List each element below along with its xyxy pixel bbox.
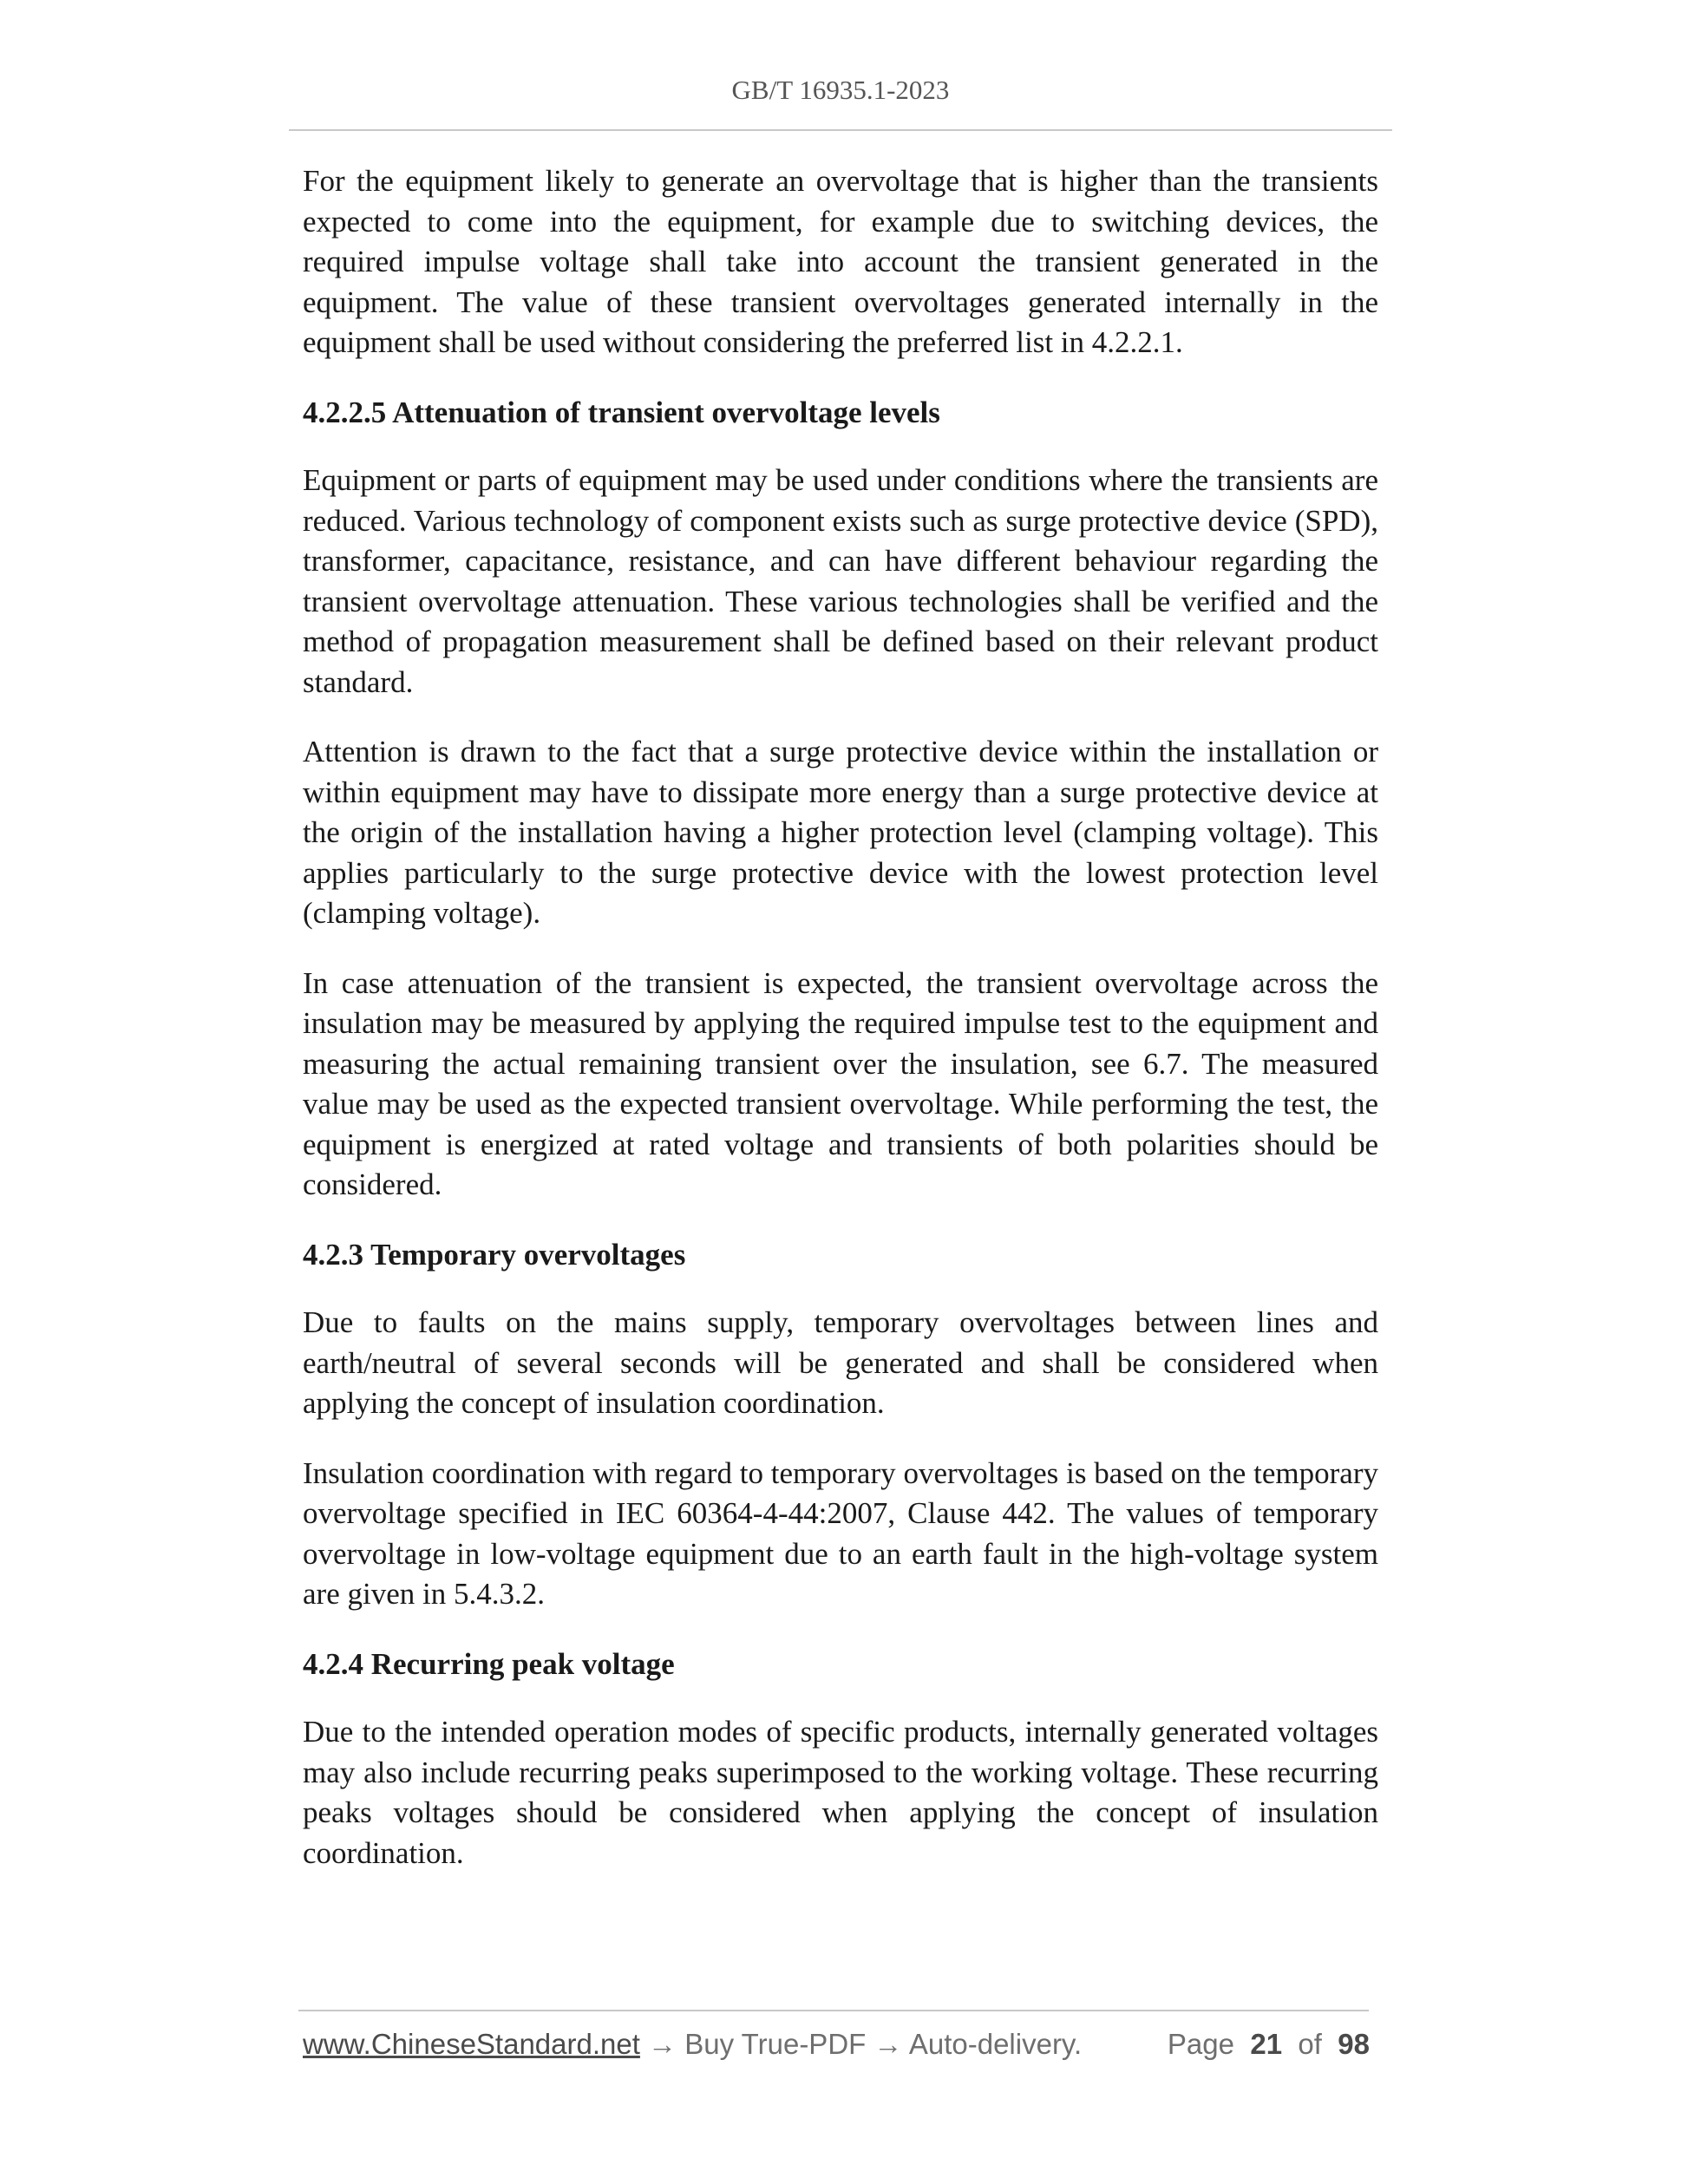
footer-divider (298, 2010, 1369, 2011)
paragraph-attenuation-technologies: Equipment or parts of equipment may be used under conditions where the transients are reduced. Various technology of component exists such as surge protective device (SPD), transformer, capacitance, resistance, and can have different behaviour regarding the transient overvoltage attenuation. These various technologies shall be verified and the method of propagation measurement shall be defined based on their relevant product standard. (303, 463, 1378, 699)
paragraph-temporary-overvoltage-faults: Due to faults on the mains supply, temporary overvoltages between lines and earth/neutral of several seconds will be generated and shall be considered when applying the concept of insulation coordination. (303, 1305, 1378, 1420)
total-pages-number: 98 (1338, 2028, 1370, 2060)
paragraph-attenuation-measurement: In case attenuation of the transient is expected, the transient overvoltage across the insulation may be measured by applying the required impulse test to the equipment and measuring the actual remaining transient over the insulation, see 6.7. The measured value may be used as the expected transient overvoltage. While performing the test, the equipment is energized at rated voltage and transients of both polarities should be considered. (303, 965, 1378, 1201)
section-heading-4-2-3: 4.2.3 Temporary overvoltages (303, 1237, 686, 1272)
footer-promo (303, 2028, 1082, 2061)
current-page-number: 21 (1250, 2028, 1283, 2060)
paragraph-internal-transients: For the equipment likely to generate an overvoltage that is higher than the transients expected to come into the equipment, for example due to switching devices, the required impulse voltage shall take into account the transient generated in the equipment. The value of these transient overvoltages generated internally in the equipment shall be used without considering the preferred list in 4.2.2.1. (303, 164, 1378, 359)
section-heading-4-2-2-5: 4.2.2.5 Attenuation of transient overvoltage levels (303, 395, 940, 429)
auto-delivery-text: Auto-delivery. (908, 2028, 1083, 2060)
page-counter (1168, 2028, 1370, 2061)
website-link[interactable]: www.ChineseStandard.net (303, 2028, 640, 2060)
header-divider (289, 129, 1392, 131)
arrow-right-icon: → (866, 2028, 909, 2060)
page-label: Page (1167, 2028, 1234, 2060)
of-label: of (1298, 2028, 1322, 2060)
page-footer (303, 2028, 1370, 2066)
page-header: GB/T 16935.1-2023 (731, 75, 950, 105)
arrow-right-icon: → (639, 2028, 685, 2060)
paragraph-temporary-overvoltage-coordination: Insulation coordination with regard to temporary overvoltages is based on the temporary overvoltage specified in IEC 60364-4-44:2007, Clause 442. The values of temporary overvoltage in low-voltage equipment due to an earth fault in the high-voltage system are given in 5.4.3.2. (303, 1455, 1378, 1611)
paragraph-surge-protective-device: Attention is drawn to the fact that a surge protective device within the installation or within equipment may have to dissipate more energy than a surge protective device at the origin of the installation having a higher protection level (clamping voltage). This applies particularly to the surge protective device with the lowest protection level (clamping voltage). (303, 735, 1378, 930)
buy-pdf-text: Buy True-PDF (684, 2028, 867, 2060)
section-heading-4-2-4: 4.2.4 Recurring peak voltage (303, 1646, 675, 1681)
document-body (303, 161, 1378, 1903)
paragraph-recurring-peaks: Due to the intended operation modes of specific products, internally generated voltages may also include recurring peaks superimposed to the working voltage. These recurring peaks voltages should be considered when applying the concept of insulation coordination. (303, 1715, 1378, 1870)
